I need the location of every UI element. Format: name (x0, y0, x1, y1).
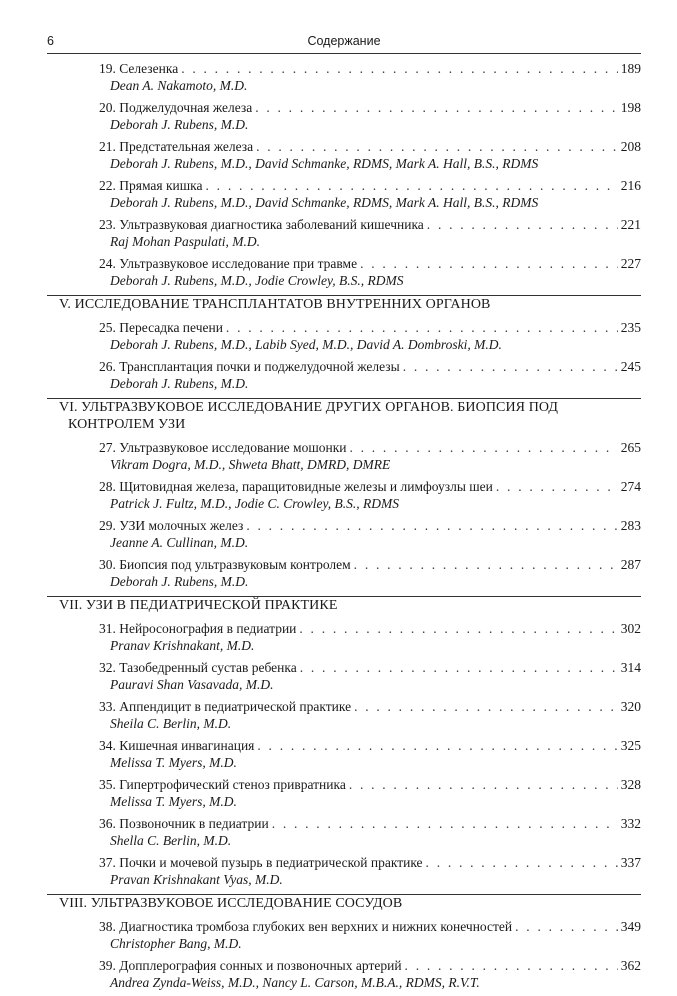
toc-entry[interactable] (99, 358, 641, 392)
chapter-title: УЗИ молочных желез (119, 518, 244, 533)
chapter-title: Почки и мочевой пузырь в педиатрической практике (119, 855, 423, 870)
chapter-number: 32. (99, 660, 116, 675)
chapter-authors: Vikram Dogra, M.D., Shweta Bhatt, DMRD, DMRE (110, 457, 391, 472)
chapter-heading (99, 854, 423, 871)
toc-entry-line (99, 319, 641, 336)
page-number: 6 (47, 34, 54, 48)
chapter-heading (99, 737, 254, 754)
chapter-title: Диагностика тромбоза глубоких вен верхних и нижних конечностей (119, 919, 513, 934)
chapter-number: 34. (99, 738, 116, 753)
chapter-heading (99, 517, 243, 534)
chapter-number: 36. (99, 816, 116, 831)
toc-entry[interactable] (99, 478, 641, 512)
dot-leader (426, 854, 618, 871)
chapter-title: Гипертрофический стеноз привратника (119, 777, 346, 792)
toc-entry[interactable] (99, 216, 641, 250)
toc-entry-line (99, 854, 641, 871)
dot-leader (299, 620, 617, 637)
dot-leader (427, 216, 618, 233)
toc-entry-line (99, 815, 641, 832)
toc-entry-line (99, 556, 641, 573)
chapter-number: 33. (99, 699, 116, 714)
toc-entry-line (99, 439, 641, 456)
toc-section (47, 597, 641, 888)
dot-leader (257, 737, 617, 754)
page-ref: 325 (620, 738, 641, 753)
chapter-number: 21. (99, 139, 116, 154)
toc-entry[interactable] (99, 177, 641, 211)
section-title-text: VIII. УЛЬТРАЗВУКОВОЕ ИССЛЕДОВАНИЕ СОСУДОВ (59, 896, 403, 911)
chapter-heading (99, 138, 253, 155)
chapter-number: 19. (99, 61, 116, 76)
dot-leader (515, 918, 618, 935)
toc-entry[interactable] (99, 60, 641, 94)
toc-entry-line (99, 177, 641, 194)
chapter-authors: Andrea Zynda-Weiss, M.D., Nancy L. Carson, M.B.A., RDMS, R.V.T. (110, 975, 480, 990)
section-title-text: V. ИССЛЕДОВАНИЕ ТРАНСПЛАНТАТОВ ВНУТРЕННИХ ОРГАНОВ (59, 297, 491, 312)
chapter-number: 29. (99, 518, 116, 533)
chapter-authors: Deborah J. Rubens, M.D., David Schmanke, RDMS, Mark A. Hall, B.S., RDMS (110, 156, 539, 171)
chapter-authors: Pauravi Shan Vasavada, M.D. (110, 677, 274, 692)
chapter-title: Трансплантация почки и поджелудочной железы (119, 359, 400, 374)
page-ref: 362 (620, 958, 641, 973)
toc-entry[interactable] (99, 854, 641, 888)
dot-leader (272, 815, 618, 832)
chapter-title: Аппендицит в педиатрической практике (119, 699, 352, 714)
chapter-authors: Pravan Krishnakant Vyas, M.D. (110, 872, 283, 887)
toc-entry-line (99, 517, 641, 534)
chapter-authors: Dean A. Nakamoto, M.D. (110, 78, 248, 93)
page-ref: 208 (620, 139, 641, 154)
page-ref: 283 (620, 518, 641, 533)
chapter-title: Поджелудочная железа (119, 100, 253, 115)
chapter-heading (99, 478, 493, 495)
chapter-authors: Patrick J. Fultz, M.D., Jodie C. Crowley, B.S., RDMS (110, 496, 399, 511)
chapter-authors: Deborah J. Rubens, M.D. (110, 376, 249, 391)
chapter-heading (99, 177, 203, 194)
chapter-number: 25. (99, 320, 116, 335)
dot-leader (206, 177, 618, 194)
toc-section (47, 399, 641, 590)
chapter-heading (99, 659, 297, 676)
header-rule (47, 53, 641, 54)
chapter-heading (99, 698, 351, 715)
page-ref: 227 (620, 256, 641, 271)
dot-leader (181, 60, 618, 77)
chapter-number: 24. (99, 256, 116, 271)
toc-entry[interactable] (99, 659, 641, 693)
chapter-heading (99, 319, 223, 336)
section-title (59, 597, 641, 614)
dot-leader (405, 957, 618, 974)
chapter-authors: Deborah J. Rubens, M.D., Labib Syed, M.D., David A. Dombroski, M.D. (110, 337, 502, 352)
chapter-authors: Deborah J. Rubens, M.D. (110, 574, 249, 589)
dot-leader (226, 319, 618, 336)
chapter-title: Кишечная инвагинация (119, 738, 255, 753)
dot-leader (255, 99, 618, 116)
section-title (59, 296, 641, 313)
chapter-heading (99, 99, 252, 116)
chapter-title: Ультразвуковая диагностика заболеваний кишечника (119, 217, 424, 232)
chapter-heading (99, 957, 402, 974)
toc-entry-line (99, 957, 641, 974)
dot-leader (349, 439, 617, 456)
toc-entry-line (99, 918, 641, 935)
chapter-title: Нейросонография в педиатрии (119, 621, 297, 636)
toc-entry[interactable] (99, 556, 641, 590)
chapter-title: Ультразвуковое исследование мошонки (119, 440, 347, 455)
toc-entry[interactable] (99, 957, 641, 991)
chapter-number: 37. (99, 855, 116, 870)
toc-entry-line (99, 698, 641, 715)
chapter-heading (99, 255, 357, 272)
chapter-number: 23. (99, 217, 116, 232)
chapter-number: 38. (99, 919, 116, 934)
chapter-authors: Raj Mohan Paspulati, M.D. (110, 234, 260, 249)
chapter-title: Тазобедренный сустав ребенка (119, 660, 297, 675)
page-header (47, 34, 641, 54)
chapter-number: 27. (99, 440, 116, 455)
chapter-heading (99, 439, 346, 456)
page-ref: 274 (620, 479, 641, 494)
toc-entry[interactable] (99, 698, 641, 732)
chapter-number: 30. (99, 557, 116, 572)
section-title (59, 399, 641, 433)
page-ref: 265 (620, 440, 641, 455)
toc-entry[interactable] (99, 99, 641, 133)
chapter-title: Прямая кишка (119, 178, 203, 193)
toc-section (47, 296, 641, 392)
chapter-authors: Pranav Krishnakant, M.D. (110, 638, 255, 653)
chapter-authors: Deborah J. Rubens, M.D. (110, 117, 249, 132)
chapter-number: 26. (99, 359, 116, 374)
chapter-number: 28. (99, 479, 116, 494)
dot-leader (300, 659, 618, 676)
page-ref: 235 (620, 320, 641, 335)
toc-entry[interactable] (99, 319, 641, 353)
toc-entry-line (99, 216, 641, 233)
toc-entry[interactable] (99, 776, 641, 810)
toc-entry-line (99, 60, 641, 77)
page-ref: 349 (620, 919, 641, 934)
chapter-authors: Melissa T. Myers, M.D. (110, 755, 237, 770)
page-ref: 328 (620, 777, 641, 792)
toc-entry-line (99, 620, 641, 637)
toc-section (47, 895, 641, 991)
chapter-heading (99, 216, 424, 233)
chapter-title: Допплерография сонных и позвоночных артерий (119, 958, 402, 973)
dot-leader (403, 358, 618, 375)
dot-leader (246, 517, 617, 534)
section-title-text: VII. УЗИ В ПЕДИАТРИЧЕСКОЙ ПРАКТИКЕ (59, 598, 338, 613)
dot-leader (256, 138, 618, 155)
chapter-heading (99, 620, 296, 637)
chapter-heading (99, 358, 400, 375)
chapter-heading (99, 60, 178, 77)
page-ref: 245 (620, 359, 641, 374)
page-ref: 302 (620, 621, 641, 636)
chapter-authors: Melissa T. Myers, M.D. (110, 794, 237, 809)
chapter-authors: Sheila C. Berlin, M.D. (110, 716, 232, 731)
chapter-title: Биопсия под ультразвуковым контролем (119, 557, 351, 572)
chapter-heading (99, 776, 346, 793)
toc-entry[interactable] (99, 918, 641, 952)
page-ref: 189 (620, 61, 641, 76)
running-title: Содержание (307, 34, 381, 48)
chapter-title: Позвоночник в педиатрии (119, 816, 269, 831)
toc-entry[interactable] (99, 517, 641, 551)
toc-entry-line (99, 358, 641, 375)
chapter-authors: Jeanne A. Cullinan, M.D. (110, 535, 249, 550)
page-ref: 221 (620, 217, 641, 232)
toc-entry-line (99, 99, 641, 116)
chapter-number: 31. (99, 621, 116, 636)
chapter-heading (99, 918, 512, 935)
toc-entry[interactable] (99, 439, 641, 473)
dot-leader (349, 776, 618, 793)
page-ref: 287 (620, 557, 641, 572)
chapter-heading (99, 815, 269, 832)
toc-entry-line (99, 255, 641, 272)
chapter-title: Предстательная железа (119, 139, 254, 154)
toc-section (47, 60, 641, 289)
page-ref: 314 (620, 660, 641, 675)
page-ref: 216 (620, 178, 641, 193)
chapter-authors: Christopher Bang, M.D. (110, 936, 242, 951)
chapter-authors: Deborah J. Rubens, M.D., Jodie Crowley, B.S., RDMS (110, 273, 404, 288)
page-ref: 198 (620, 100, 641, 115)
dot-leader (354, 698, 618, 715)
table-of-contents (47, 60, 641, 996)
chapter-number: 35. (99, 777, 116, 792)
chapter-title: Ультразвуковое исследование при травме (119, 256, 358, 271)
toc-entry-line (99, 776, 641, 793)
toc-entry-line (99, 659, 641, 676)
dot-leader (360, 255, 618, 272)
toc-entry[interactable] (99, 255, 641, 289)
toc-entry-line (99, 737, 641, 754)
page-ref: 320 (620, 699, 641, 714)
dot-leader (354, 556, 618, 573)
chapter-number: 39. (99, 958, 116, 973)
section-title-text: VI. УЛЬТРАЗВУКОВОЕ ИССЛЕДОВАНИЕ ДРУГИХ ОРГАНОВ. БИОПСИЯ ПОД (59, 400, 559, 415)
toc-entry-line (99, 478, 641, 495)
dot-leader (496, 478, 618, 495)
chapter-title: Селезенка (119, 61, 179, 76)
chapter-authors: Shella C. Berlin, M.D. (110, 833, 232, 848)
toc-entry[interactable] (99, 138, 641, 172)
chapter-authors: Deborah J. Rubens, M.D., David Schmanke, RDMS, Mark A. Hall, B.S., RDMS (110, 195, 539, 210)
chapter-number: 22. (99, 178, 116, 193)
chapter-title: Щитовидная железа, паращитовидные железы и лимфоузлы шеи (119, 479, 493, 494)
toc-entry[interactable] (99, 815, 641, 849)
chapter-number: 20. (99, 100, 116, 115)
page-ref: 337 (620, 855, 641, 870)
toc-entry[interactable] (99, 737, 641, 771)
page-ref: 332 (620, 816, 641, 831)
toc-entry-line (99, 138, 641, 155)
chapter-heading (99, 556, 351, 573)
chapter-title: Пересадка печени (119, 320, 223, 335)
section-title-continuation: КОНТРОЛЕМ УЗИ (68, 417, 186, 432)
section-title (59, 895, 641, 912)
toc-entry[interactable] (99, 620, 641, 654)
